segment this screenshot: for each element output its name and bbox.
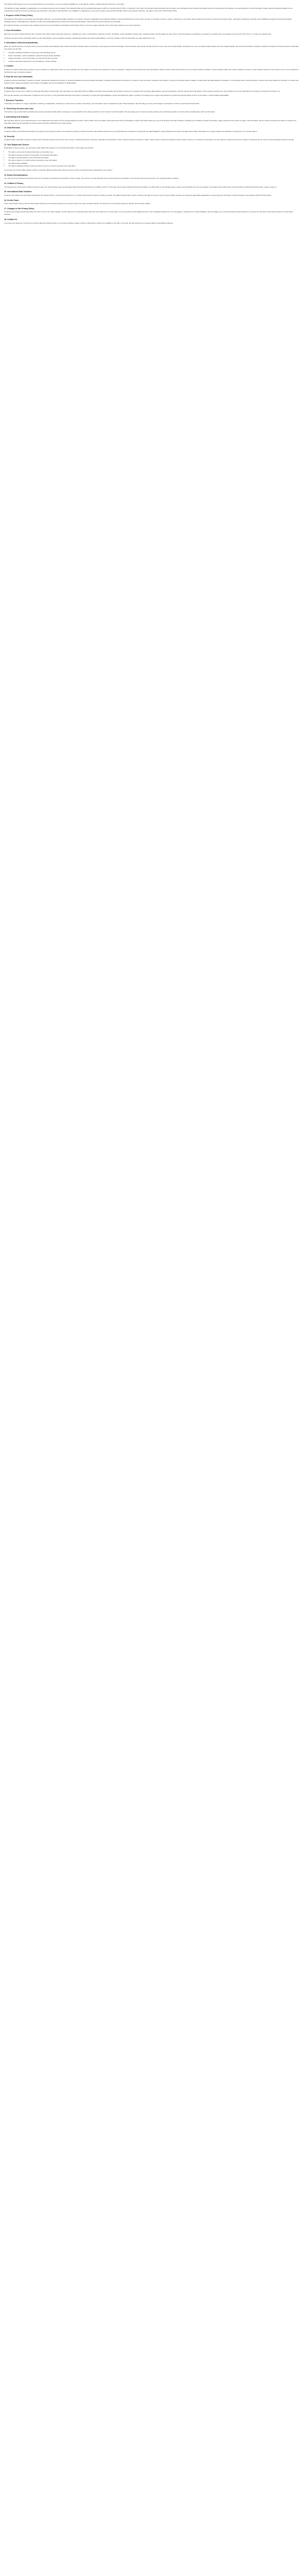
intro-paragraph: The Website is made available by applications on our website referred to as ('Company'). By visiting the Site and by providing information to which our services refer to ('We' or 'Company' or the 'Site'), this Privacy Policy describes how we collect, use and disclose your Personal Information and your choices about the collection, use and disclosure of such information. Please read the following carefully so you understand our policies and how we will treat your information, and make it clear that there is no obligation or requirement on your part to share your personal information with us. By using the Services, you agree to the terms of this Privacy Policy. <box>4 7 293 12</box>
section-paragraph: Depending on where you live, you may have certain rights with respect to your Personal Information. These rights may include: <box>4 147 94 149</box>
list-item: • Log data, including IP address, browser type and operating system; <box>8 52 299 54</box>
policy-section <box>4 182 299 188</box>
privacy-policy-document <box>0 0 303 231</box>
section-paragraph: Company may also receive information about you from third parties, such as analytics providers, advertising networks and social media platforms, and may combine it with the information we collect directly from you. <box>4 37 156 39</box>
section-heading: 1. Purpose of this Privacy Policy <box>4 14 33 17</box>
policy-section <box>4 108 299 113</box>
section-paragraph: Cookies are small text files that are placed on your computer or mobile device when you visit a website. We use cookies to remember your preferences, keep you signed in, analyse how the Services are used and deliver relevant content. Most web browsers are set to accept cookies by default. You can usually modify your browser settings to remove or reject cookies; however, if you choose to do so, some features of the Services may not function properly. <box>4 68 299 73</box>
section-paragraph: If you have any questions, comments or concerns about this Privacy Policy or our privacy practices, please contact us through the contact form available on the Site or by email. We will respond to your request within a reasonable timeframe. <box>4 222 174 224</box>
section-paragraph: The Services may contain links to websites and services operated by third parties. Company is not responsible for the privacy practices or the content of such third parties. We encourage you to review the privacy policies of any third-party website or service before providing them with any information. <box>4 111 216 113</box>
section-heading: 12. Your Rights and Choices <box>4 143 29 146</box>
section-bullet-list <box>4 151 299 167</box>
section-paragraph: We may also disclose your information if required to do so by law, or in the good-faith belief that such action is necessary to comply with legal obligations, protect and defend the rights or property of Company, act in urgent circumstances to protect the personal safety of users or the public, or protect against legal liability. <box>4 94 229 96</box>
section-heading: 5. How We Use Your Information <box>4 76 33 78</box>
section-heading: 6. Sharing of Information <box>4 87 26 89</box>
section-paragraph: Company may transfer the information described in this Privacy Policy to, and process and store it in, countries other than the country in which you reside. The data protection laws in these countries may differ from those of your country. Where required, we implement appropriate safeguards to ensure that your information remains protected in accordance with this Privacy Policy. <box>4 194 272 196</box>
policy-section <box>4 144 299 172</box>
section-paragraph: Company may change this Privacy Policy from time to time. If we make changes, we will notify you by revising the date at the top of the policy and, in some cases, we may provide you with additional notice, such as adding a statement to our homepage or sending you an email notification. We encourage you to review the Privacy Policy whenever you access the Services to stay informed about our information practices. <box>4 211 293 216</box>
intro-paragraph: This Privacy Policy governs your use of Services that we may provide to you at our website (available at ) or through the mobile or desktop app (the 'Services' or the 'Site'). <box>4 3 125 5</box>
policy-section <box>4 99 299 105</box>
section-heading: 9. Advertising and Analytics <box>4 116 29 118</box>
section-paragraph: You may opt out of receiving promotional emails from Company by following the instructions in those emails. If you opt out, we may still send you non-promotional communications, such as those about your account or our ongoing business relations. <box>4 177 179 180</box>
policy-section <box>4 14 299 27</box>
policy-section <box>4 29 299 39</box>
policy-section <box>4 127 299 132</box>
section-bullet-list <box>4 52 299 62</box>
section-paragraph: We may allow others to serve advertisements on our behalf across the internet and to provide analytics services. These entities may use cookies, web beacons and other technologies to collect information about your use of the Services and other websites, including your IP address, browser information, pages viewed and time spent on pages. This information may be used by Company and others to analyse and track data, determine the popularity of certain content and better understand your online activity. <box>4 119 296 124</box>
section-heading: 11. Security <box>4 135 14 138</box>
policy-section <box>4 87 299 97</box>
section-paragraph: Company uses the information it collects to provide, operate and maintain the Services; to process transactions and send related information, including confirmations and invoices; to respond to your comments, questions and requests; to send you technical notices, updates, security alerts and administrative messages; to communicate with you about products, services and events offered by Company; to monitor and analyse trends, usage and activities; and to detect, investigate and prevent fraudulent or illegal activity. <box>4 79 299 84</box>
policy-section <box>4 65 299 73</box>
section-heading: 8. Third-Party Services and Links <box>4 107 33 110</box>
section-paragraph: Company retains your Personal Information for as long as your account is active or as needed to provide you with the Services. We will also retain and use your information as necessary to comply with our legal obligations, resolve disputes and enforce our agreements. When information is no longer required, we will delete or anonymise it in a secure manner. <box>4 130 258 132</box>
section-heading: 13. Email Communications <box>4 174 28 176</box>
policy-section <box>4 42 299 62</box>
section-heading: 16. Do Not Track <box>4 199 19 201</box>
list-item: • The right to request deletion of your Personal Information; <box>8 157 299 159</box>
list-item: • Location information derived from your IP address or device settings. <box>8 60 299 63</box>
list-item: • The right to access the Personal Information we hold about you; <box>8 151 299 154</box>
list-item: • The right to object to or restrict certain processing of your information; <box>8 159 299 162</box>
section-paragraph: The Services are not directed to children under the age of 13, and Company does not knowingly collect Personal Information from children under 13. If we learn that we have collected Personal Information of a child under 13, we will take steps to delete such information as soon as possible. If you believe that a child under 13 has provided us with Personal Information, please contact us. <box>4 185 277 188</box>
section-paragraph: Each time you visit or interact with the Site, Company may collect certain information about you, including your name, email address, telephone number, IP address, device identifiers, browser type, operating system and the pages you view. Some of this information is provided by you directly, for example when you register for an account, fill in a form, or contact our support team. <box>4 32 272 35</box>
policy-section <box>4 208 299 216</box>
policy-section <box>4 174 299 180</box>
section-heading: 3. Information Collected Automatically <box>4 42 38 44</box>
section-heading: 2. User Information <box>4 29 21 32</box>
section-paragraph: Company takes reasonable measures to help protect information about you from loss, theft, misuse, unauthorised access, disclosure, alteration and destruction. These measures include encryption of data in transit, access controls and regular security reviews. However, no method of transmission over the internet or method of electronic storage is completely secure, and we cannot guarantee absolute security. <box>4 139 294 141</box>
section-heading: 15. International Data Transfers <box>4 191 32 193</box>
list-item: • Device information, such as hardware model and unique device identifiers; <box>8 55 299 57</box>
policy-section <box>4 116 299 124</box>
list-item: • The right to withdraw consent at any time where we rely on consent to process your information. <box>8 165 299 167</box>
list-item: • Usage information, such as the pages you visit and the links you click; <box>8 57 299 60</box>
section-paragraph: By using the Services you consent to the collection and use of your information as described in this Privacy Policy. If you do not agree with the terms of this policy, please do not use the Services. <box>4 24 141 27</box>
policy-section <box>4 218 299 224</box>
section-heading: 18. Contact Us <box>4 218 17 221</box>
section-paragraph: To exercise any of these rights, please contact us using the details provided below. We may need to verify your identity before responding to your request. <box>4 168 113 171</box>
section-paragraph: Some web browsers have a 'Do Not Track' feature that lets you tell websites that you do not want to have your online activities tracked. The Services do not currently respond to browser 'Do Not Track' signals. <box>4 202 151 205</box>
section-paragraph: The purpose of this policy is to lay down the information collection, use and dissemination practices of Company. It governs applications and registered software, technical infrastructure and any other services. A 'Company' content or visitor is referred to in connection with Company and all other services that Company offers. Information collected by Company and its Affiliates comprises 'Personal Information' (including names, email addresses, telephone numbers and postal addresses) as well as 'Non-Personal Information', which cannot be used to identify you personally. <box>4 18 292 23</box>
policy-section <box>4 199 299 205</box>
section-heading: 17. Changes to this Privacy Policy <box>4 207 35 210</box>
section-paragraph: When you use the Services, Company and its service providers automatically collect certain information through cookies, web beacons, pixel tags and similar technologies. This information may include the date and time of your visit, the referring website, the features you use, your approximate location and other usage statistics. We use this information to operate, maintain and improve the Services and to understand how visitors use the Site. <box>4 45 299 50</box>
section-paragraph: If Company is involved in a merger, acquisition, financing, reorganisation, bankruptcy or sale of all or a portion of its assets, your information may be transferred as part of that transaction. We will notify you of any such change in ownership or control of your Personal Information. <box>4 103 200 105</box>
policy-sections <box>4 14 299 224</box>
policy-section <box>4 76 299 84</box>
list-item: • The right to request correction of inaccurate or incomplete information; <box>8 154 299 157</box>
section-heading: 14. Children's Privacy <box>4 182 24 184</box>
section-heading: 4. Cookies <box>4 65 13 67</box>
section-heading: 7. Business Transfers <box>4 99 24 101</box>
intro <box>4 3 299 12</box>
list-item: • The right to data portability; <box>8 162 299 165</box>
section-paragraph: Company does not sell, rent or trade your Personal Information to third parties. We may share your information with our Affiliates and with service providers who perform services on our behalf, such as hosting, data analysis, payment processing, customer service and email delivery. These service providers are only permitted to use your information as necessary to provide the services to us. <box>4 90 281 93</box>
policy-section <box>4 135 299 141</box>
policy-section <box>4 191 299 196</box>
section-heading: 10. Data Retention <box>4 127 21 129</box>
